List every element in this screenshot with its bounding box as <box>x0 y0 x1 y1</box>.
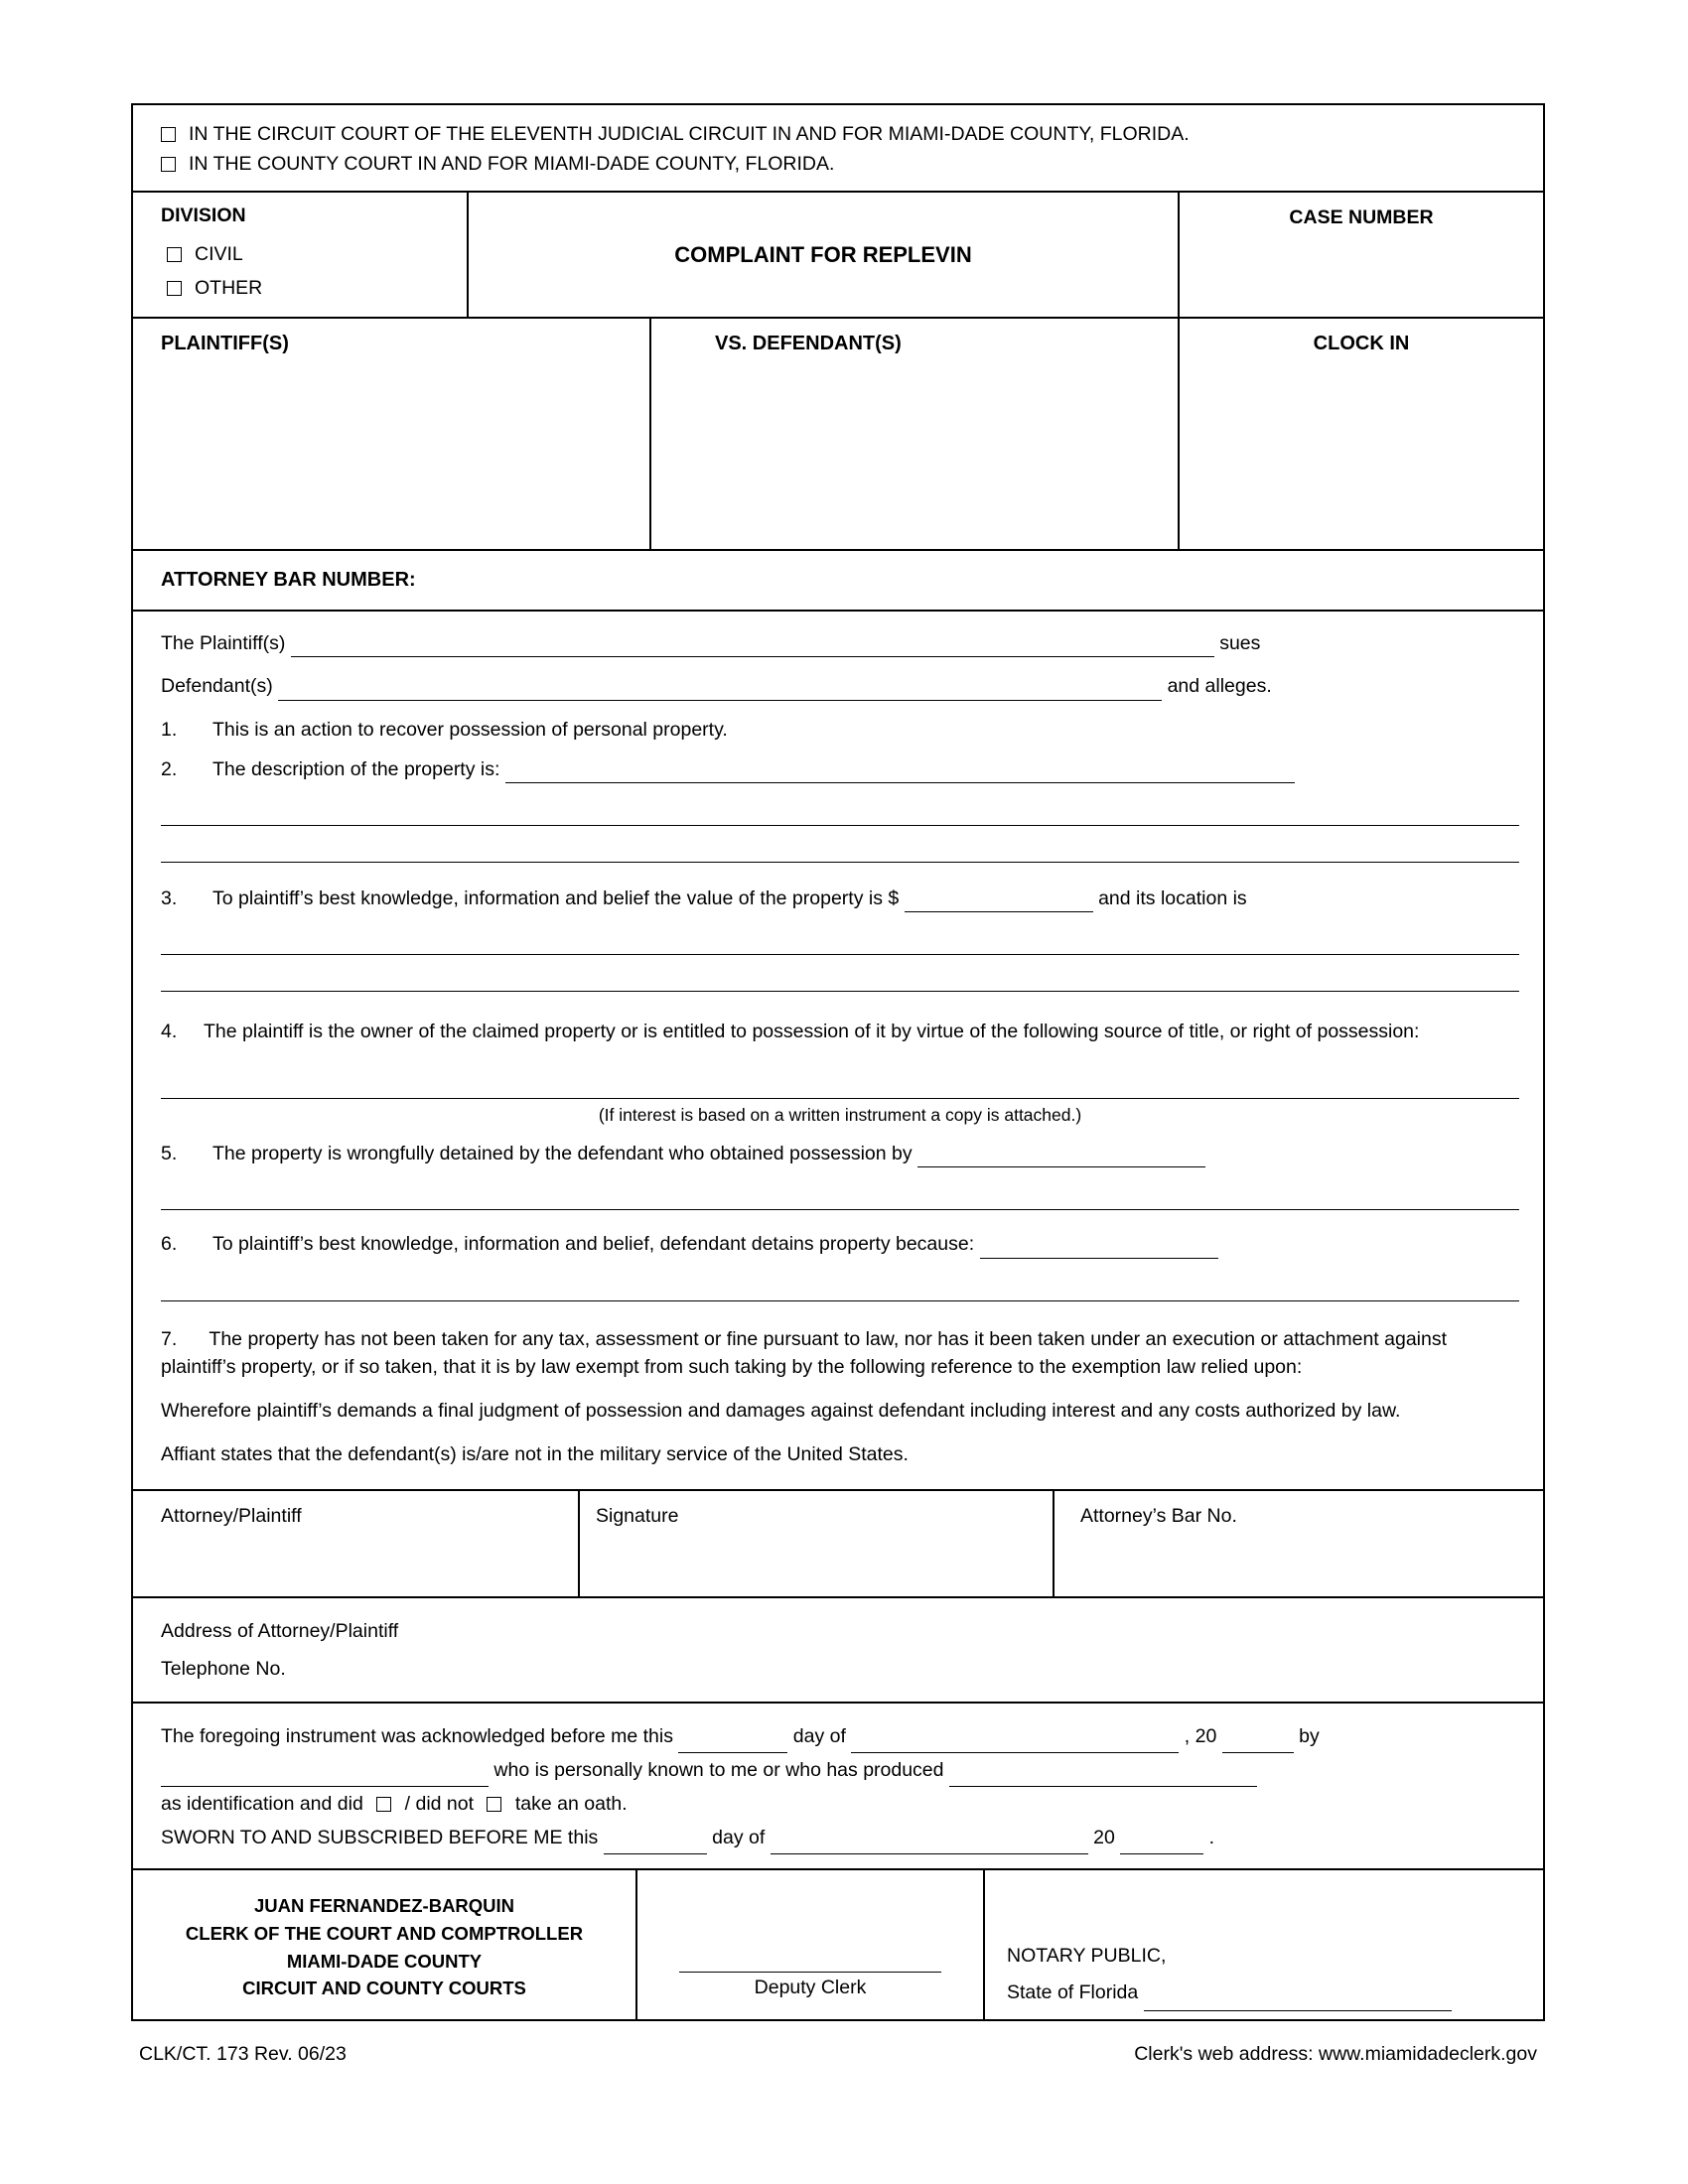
notary-line-3 <box>161 1787 1521 1821</box>
source-of-title-blank[interactable] <box>161 1068 1519 1099</box>
clerk-name: JUAN FERNANDEZ-BARQUIN <box>253 1895 515 1917</box>
clock-in-area <box>1178 319 1543 549</box>
notary-state-row <box>1007 1975 1531 2011</box>
item-2-number: 2. <box>161 757 178 780</box>
property-description-blank-3[interactable] <box>161 832 1519 863</box>
ack-day-blank[interactable] <box>678 1733 787 1753</box>
defendant-line-suffix: and alleges. <box>1167 675 1272 698</box>
attorney-bar-number-label: ATTORNEY BAR NUMBER: <box>161 569 416 591</box>
written-instrument-note: (If interest is based on a written instrument a copy is attached.) <box>598 1104 1082 1125</box>
attorney-bar-no-label: Attorney’s Bar No. <box>1080 1504 1237 1527</box>
signature-label: Signature <box>596 1504 679 1527</box>
item-1-text: This is an action to recover possession of personal property. <box>212 718 728 741</box>
plaintiff-sues-line <box>161 629 1519 657</box>
item-4 <box>161 1018 1519 1045</box>
defendant-name-blank[interactable] <box>278 681 1162 701</box>
notary-public-label: NOTARY PUBLIC, <box>1007 1945 1167 1968</box>
sworn-day-blank[interactable] <box>604 1835 707 1854</box>
ack-person-blank[interactable] <box>161 1767 489 1787</box>
item-4-text: The plaintiff is the owner of the claimed property or is entitled to possession of it by virtue of the following source of title, or right of possession: <box>204 1021 1420 1043</box>
notary-line1-b: day of <box>792 1724 846 1747</box>
notary-public-block <box>983 1870 1543 2019</box>
item-2-text-row <box>212 755 1519 783</box>
notary-line4-a: SWORN TO AND SUBSCRIBED BEFORE ME this <box>161 1826 599 1848</box>
parties-row <box>133 319 1543 551</box>
notary-acknowledgement-row <box>133 1704 1543 1871</box>
item-6 <box>161 1230 1519 1258</box>
item-1 <box>161 716 1519 744</box>
notary-line-1 <box>161 1719 1521 1753</box>
court-option-circuit-label: IN THE CIRCUIT COURT OF THE ELEVENTH JUDICIAL CIRCUIT IN AND FOR MIAMI-DADE COUNTY, FLORIDA. <box>189 123 1190 145</box>
checkbox-did-oath[interactable] <box>376 1797 391 1812</box>
clerk-web-address: Clerk's web address: www.miamidadeclerk.gov <box>1134 2043 1537 2066</box>
attorney-plaintiff-label: Attorney/Plaintiff <box>161 1504 302 1527</box>
form-title: COMPLAINT FOR REPLEVIN <box>467 193 1178 317</box>
division-option-other-label: OTHER <box>195 277 263 299</box>
plaintiff-field[interactable] <box>133 319 649 549</box>
item-1-number: 1. <box>161 718 178 741</box>
item-5-text-row <box>212 1140 1519 1167</box>
address-row <box>133 1598 1543 1704</box>
attorney-bar-number-row <box>133 551 1543 612</box>
checkbox-did-not-oath[interactable] <box>487 1797 501 1812</box>
division-label: DIVISION <box>161 205 246 226</box>
item-4-number: 4. <box>161 1021 178 1043</box>
complaint-body <box>133 612 1543 1489</box>
address-block <box>133 1598 1543 1702</box>
item-3-text-row <box>212 885 1519 912</box>
clock-in-label: CLOCK IN <box>1313 333 1410 354</box>
plaintiff-label: PLAINTIFF(S) <box>161 333 289 354</box>
plaintiff-line-prefix: The Plaintiff(s) <box>161 632 286 654</box>
replevin-form <box>131 103 1545 2021</box>
wherefore-paragraph: Wherefore plaintiff’s demands a final judgment of possession and damages against defendant including interest and any costs authorized by law. <box>161 1400 1401 1423</box>
item-5 <box>161 1140 1519 1167</box>
division-option-other[interactable] <box>161 271 455 305</box>
defendant-line-prefix: Defendant(s) <box>161 675 273 698</box>
notary-state-label: State of Florida <box>1007 1981 1139 2004</box>
address-label: Address of Attorney/Plaintiff <box>161 1619 399 1642</box>
item-6-text: To plaintiff’s best knowledge, information and belief, defendant detains property because: <box>212 1233 975 1256</box>
telephone-label: Telephone No. <box>161 1657 286 1680</box>
item-7-text: The property has not been taken for any tax, assessment or fine pursuant to law, nor has it been taken under an execution or attachment against plaintiff’s property, or if so taken, that it is by law exempt from such taking by the following reference to the exemption law relied upon: <box>161 1327 1448 1378</box>
signature-field[interactable] <box>578 1491 1053 1596</box>
plaintiff-name-blank[interactable] <box>291 637 1214 657</box>
notary-acknowledgement-block <box>133 1704 1543 1869</box>
attorney-bar-no-field[interactable] <box>1053 1491 1543 1596</box>
complaint-body-row <box>133 612 1543 1491</box>
property-description-blank-2[interactable] <box>161 795 1519 826</box>
signature-row <box>133 1491 1543 1598</box>
notary-line1-a: The foregoing instrument was acknowledged before me this <box>161 1724 673 1747</box>
notary-line3-c: take an oath. <box>514 1792 628 1815</box>
notary-signature-blank[interactable] <box>1144 1992 1452 2011</box>
page-footer <box>131 2021 1545 2066</box>
notary-line3-a: as identification and did <box>161 1792 363 1815</box>
telephone-field[interactable] <box>161 1650 1531 1688</box>
case-number-label: CASE NUMBER <box>1178 193 1543 317</box>
detains-reason-blank-1[interactable] <box>980 1239 1218 1259</box>
item-5-number: 5. <box>161 1142 178 1164</box>
court-selection-block <box>133 105 1543 191</box>
item-3-text-b: and its location is <box>1098 887 1247 910</box>
item-3-text-a: To plaintiff’s best knowledge, information and belief the value of the property is $ <box>212 887 900 910</box>
clerk-courts: CIRCUIT AND COUNTY COURTS <box>242 1978 526 1999</box>
checkbox-other[interactable] <box>167 281 182 296</box>
court-option-county-label: IN THE COUNTY COURT IN AND FOR MIAMI-DADE COUNTY, FLORIDA. <box>189 153 835 175</box>
item-5-text: The property is wrongfully detained by the defendant who obtained possession by <box>212 1142 913 1164</box>
ack-identification-blank[interactable] <box>949 1767 1257 1787</box>
deputy-clerk-block[interactable] <box>635 1870 983 2019</box>
item-6-number: 6. <box>161 1233 178 1256</box>
notary-line3-b: / did not <box>404 1792 475 1815</box>
item-6-text-row <box>212 1230 1519 1258</box>
clerk-title: CLERK OF THE COURT AND COMPTROLLER <box>185 1922 584 1944</box>
sworn-month-blank[interactable] <box>771 1835 1088 1854</box>
checkbox-circuit-court[interactable] <box>161 127 176 142</box>
defendant-label: VS. DEFENDANT(S) <box>715 333 902 354</box>
notary-line-2 <box>161 1753 1521 1787</box>
form-id: CLK/CT. 173 Rev. 06/23 <box>139 2043 347 2066</box>
defendant-field[interactable] <box>649 319 1178 549</box>
division-option-civil-label: CIVIL <box>195 243 243 265</box>
item-7 <box>161 1325 1519 1382</box>
property-location-blank-1[interactable] <box>161 924 1519 955</box>
item-7-number: 7. <box>161 1327 178 1350</box>
item-2-text: The description of the property is: <box>212 757 500 780</box>
notary-line1-c: , 20 <box>1184 1724 1217 1747</box>
division-block <box>133 193 467 317</box>
court-option-circuit[interactable] <box>161 119 1531 149</box>
detains-reason-blank-2[interactable] <box>161 1271 1519 1301</box>
item-2 <box>161 755 1519 783</box>
ack-year-blank[interactable] <box>1222 1733 1294 1753</box>
notary-line4-b: day of <box>712 1826 766 1848</box>
division-title-case-row <box>133 193 1543 319</box>
property-description-blank-1[interactable] <box>505 763 1295 783</box>
item-3-number: 3. <box>161 887 178 910</box>
division-option-civil[interactable] <box>161 237 455 271</box>
notary-line2-a: who is personally known to me or who has produced <box>493 1758 944 1781</box>
deputy-clerk-label: Deputy Clerk <box>754 1977 867 1999</box>
notary-line1-d: by <box>1299 1724 1320 1747</box>
property-location-blank-2[interactable] <box>161 961 1519 992</box>
affiant-paragraph: Affiant states that the defendant(s) is/are not in the military service of the United States. <box>161 1443 909 1466</box>
wrongful-detention-blank-1[interactable] <box>917 1148 1205 1167</box>
clerk-signature-row <box>133 1870 1543 2021</box>
deputy-clerk-signature-line[interactable] <box>679 1972 941 1973</box>
property-value-blank[interactable] <box>905 892 1093 912</box>
defendant-alleges-line <box>161 672 1519 700</box>
checkbox-civil[interactable] <box>167 247 182 262</box>
plaintiff-line-suffix: sues <box>1219 632 1261 654</box>
address-field[interactable] <box>161 1612 1531 1650</box>
clerk-county: MIAMI-DADE COUNTY <box>286 1950 483 1972</box>
checkbox-county-court[interactable] <box>161 157 176 172</box>
item-3 <box>161 885 1519 912</box>
wrongful-detention-blank-2[interactable] <box>161 1179 1519 1210</box>
attorney-bar-number-field[interactable] <box>133 551 1543 610</box>
court-selection-row <box>133 105 1543 193</box>
ack-month-blank[interactable] <box>851 1733 1179 1753</box>
court-option-county[interactable] <box>161 149 1531 179</box>
sworn-year-blank[interactable] <box>1120 1835 1203 1854</box>
clerk-block <box>133 1870 635 2019</box>
notary-line4-c: 20 <box>1093 1826 1115 1848</box>
notary-line4-d: . <box>1208 1826 1215 1848</box>
notary-line-4 <box>161 1821 1521 1854</box>
attorney-plaintiff-field[interactable] <box>133 1491 578 1596</box>
